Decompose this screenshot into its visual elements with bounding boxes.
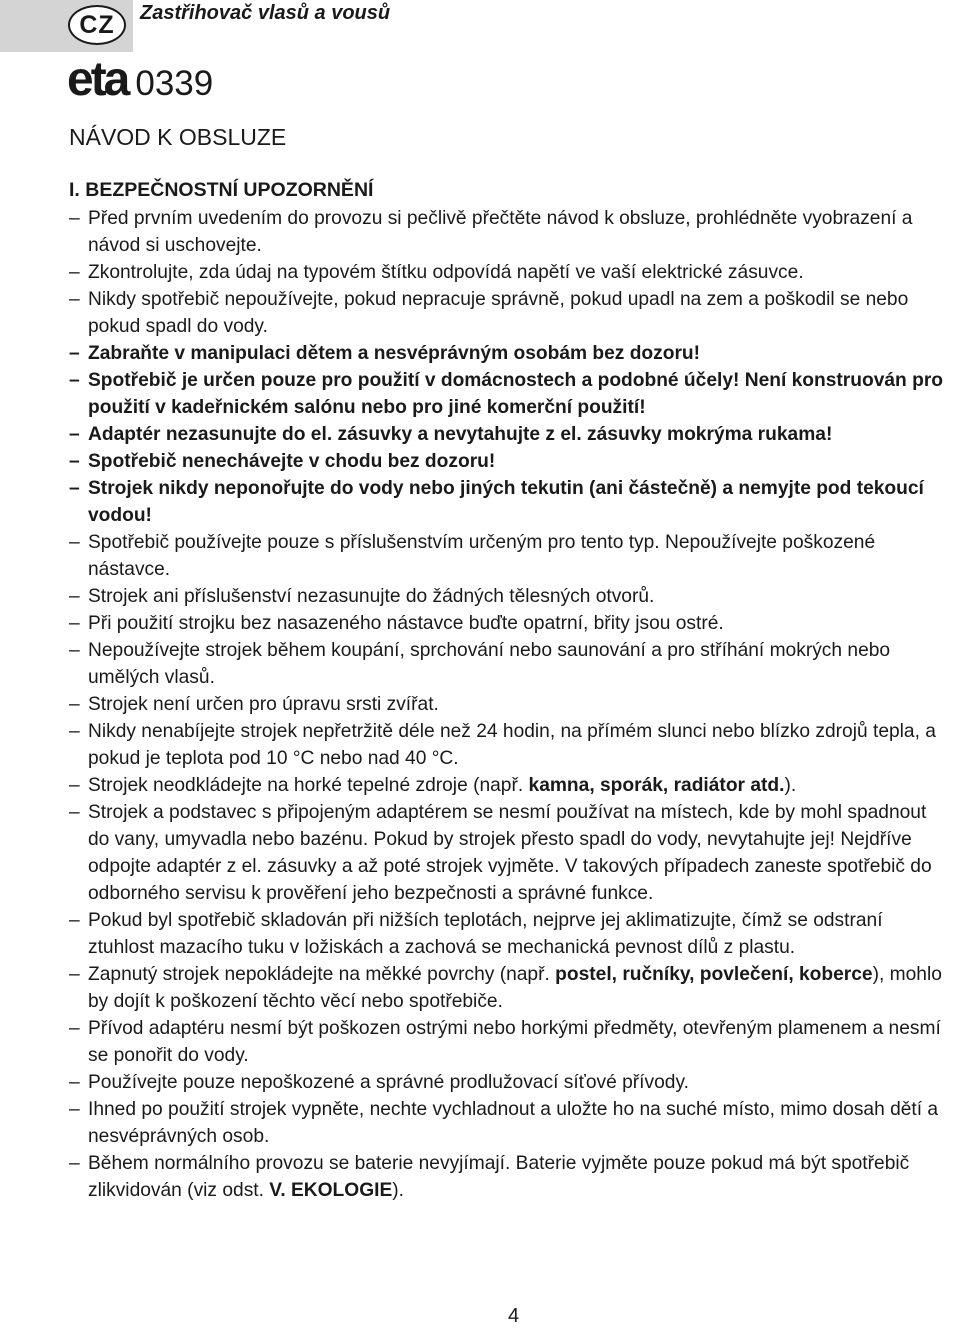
warning-item: [69, 799, 949, 907]
warning-item: [69, 448, 949, 475]
warning-item: [69, 1069, 949, 1096]
item-text: Spotřebič je určen pouze pro použití v domácnostech a podobné účely! Není konstruován pro použití v kadeřnickém salónu nebo pro jiné komerční použití!: [88, 370, 944, 418]
item-text: Před prvním uvedením do provozu si pečlivě přečtěte návod k obsluze, prohlédněte vyobrazení a návod si uschovejte.: [88, 208, 913, 256]
item-text: Používejte pouze nepoškozené a správné prodlužovací síťové přívody.: [88, 1072, 689, 1093]
item-text: Strojek nikdy neponořujte do vody nebo jiných tekutin (ani částečně) a nemyjte pod tekoucí vodou!: [88, 478, 924, 526]
item-text: Spotřebič používejte pouze s příslušenstvím určeným pro tento typ. Nepoužívejte poškozené nástavce.: [88, 532, 876, 580]
warning-item: [69, 583, 949, 610]
emphasized-text: kamna, sporák, radiátor atd.: [528, 775, 785, 796]
item-text: Přívod adaptéru nesmí být poškozen ostrými nebo horkými předměty, otevřeným plamenem a nesmí se ponořit do vody.: [88, 1018, 941, 1066]
warning-item: [69, 1150, 949, 1204]
warning-item: [69, 961, 949, 1015]
product-name: Zastřihovač vlasů a vousů: [140, 2, 391, 24]
section-heading: I. BEZPEČNOSTNÍ UPOZORNĚNÍ: [69, 179, 374, 201]
brand-row: [67, 53, 214, 106]
warning-item: [69, 907, 949, 961]
warning-item: [69, 1096, 949, 1150]
language-badge: CZ: [68, 5, 126, 45]
item-text: Adaptér nezasunujte do el. zásuvky a nevytahujte z el. zásuvky mokrýma rukama!: [88, 424, 833, 445]
safety-warnings-list: [69, 205, 949, 1204]
item-text: Nikdy nenabíjejte strojek nepřetržitě déle než 24 hodin, na přímém slunci nebo blízko zdrojů tepla, a pokud je teplota pod 10 °C nebo nad 40 °C.: [88, 721, 936, 769]
item-text: Pokud byl spotřebič skladován při nižších teplotách, nejprve jej aklimatizujte, čímž se odstraní ztuhlost mazacího tuku v ložiskách a zachová se mechanická pevnost dílů z plastu.: [88, 910, 883, 958]
item-text: Během normálního provozu se baterie nevyjímají. Baterie vyjměte pouze pokud má být spotřebič zlikvidován (viz odst.: [88, 1153, 910, 1201]
model-number: 0339: [135, 64, 214, 103]
item-text: Strojek ani příslušenství nezasunujte do žádných tělesných otvorů.: [88, 586, 655, 607]
item-text: ).: [392, 1180, 404, 1201]
emphasized-text: V. EKOLOGIE: [269, 1180, 393, 1201]
item-text: Nepoužívejte strojek během koupání, sprchování nebo saunování a pro stříhání mokrých nebo umělých vlasů.: [88, 640, 891, 688]
warning-item: [69, 340, 949, 367]
item-text: Strojek neodkládejte na horké tepelné zdroje (např.: [88, 775, 529, 796]
warning-item: [69, 1015, 949, 1069]
brand-logo: eta: [67, 53, 128, 106]
page-number: 4: [507, 1305, 520, 1327]
warning-item: [69, 286, 949, 340]
item-text: ).: [784, 775, 797, 796]
warning-item: [69, 259, 949, 286]
warning-item: [69, 529, 949, 583]
warning-item: [69, 421, 949, 448]
item-text: Strojek není určen pro úpravu srsti zvířat.: [88, 694, 439, 715]
warning-item: [69, 475, 949, 529]
item-text: Spotřebič nenechávejte v chodu bez dozoru!: [88, 451, 496, 472]
warning-item: [69, 205, 949, 259]
item-text: Při použití strojku bez nasazeného nástavce buďte opatrní, břity jsou ostré.: [88, 613, 724, 634]
document-title: NÁVOD K OBSLUZE: [69, 124, 287, 150]
item-text: Zapnutý strojek nepokládejte na měkké povrchy (např.: [88, 964, 556, 985]
warning-item: [69, 610, 949, 637]
item-text: Zkontrolujte, zda údaj na typovém štítku odpovídá napětí ve vaší elektrické zásuvce.: [88, 262, 804, 283]
warning-item: [69, 718, 949, 772]
emphasized-text: postel, ručníky, povlečení, koberce: [555, 964, 873, 985]
warning-item: [69, 367, 949, 421]
item-text: Zabraňte v manipulaci dětem a nesvéprávným osobám bez dozoru!: [88, 343, 701, 364]
item-text: Ihned po použití strojek vypněte, nechte vychladnout a uložte ho na suché místo, mimo dosah dětí a nesvéprávných osob.: [88, 1099, 939, 1147]
warning-item: [69, 691, 949, 718]
item-text: Strojek a podstavec s připojeným adaptérem se nesmí používat na místech, kde by mohl spadnout do vany, umyvadla nebo bazénu. Pokud by strojek přesto spadl do vody, nevytahujte jej! Nejdříve odpojte adaptér z el. zásuvky a až poté strojek vyjměte. V takových případech zaneste spotřebič do odborného servisu k prověření jeho bezpečnosti a správné funkce.: [88, 802, 932, 904]
warning-item: [69, 772, 949, 799]
item-text: Nikdy spotřebič nepoužívejte, pokud nepracuje správně, pokud upadl na zem a poškodil se nebo pokud spadl do vody.: [88, 289, 909, 337]
item-text: ), mohlo by dojít k poškození těchto věcí nebo spotřebiče.: [88, 964, 942, 1012]
warning-item: [69, 637, 949, 691]
